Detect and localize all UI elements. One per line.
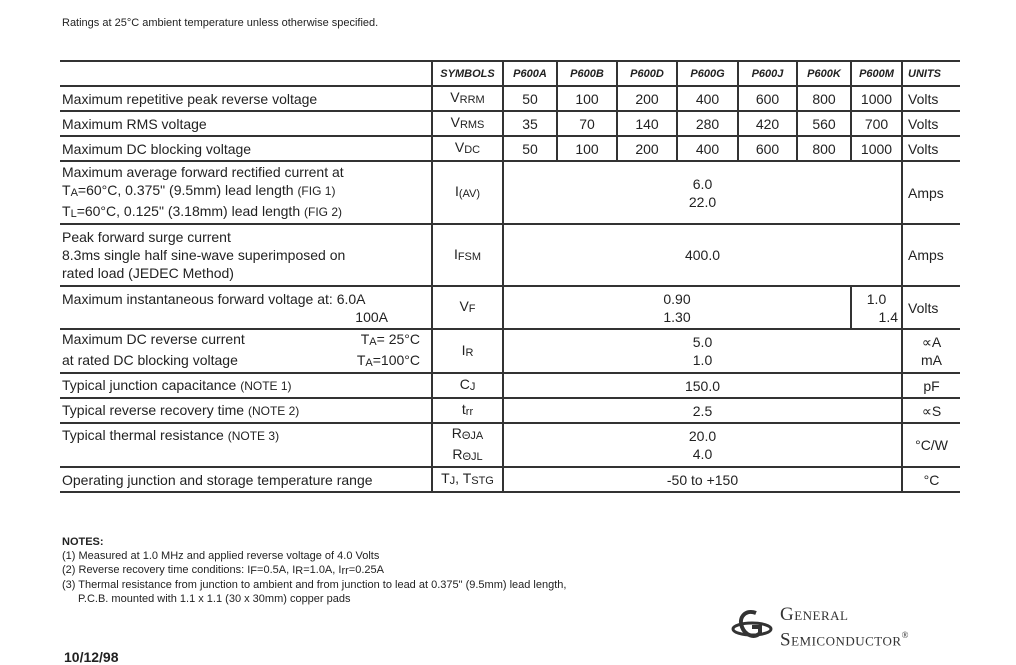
v: 1.4 (878, 308, 898, 325)
value-p600m (851, 286, 902, 329)
note-3: (3) Thermal resistance from junction to ambient and from junction to lead at 0.375" (9.5mm) lead length, (62, 579, 567, 591)
symbol (432, 86, 503, 111)
symbol (432, 398, 503, 423)
symbol (432, 373, 503, 398)
label (60, 423, 432, 467)
sub: ΘJA (461, 430, 484, 442)
t: T (360, 331, 370, 347)
gs-logo-icon (730, 607, 774, 647)
t: T (356, 352, 366, 368)
row-ir (60, 329, 960, 373)
value: 50 (503, 86, 557, 111)
unit: Volts (902, 111, 960, 136)
value: 400 (677, 136, 738, 161)
sym: I (453, 245, 458, 262)
unit: Amps (902, 161, 960, 224)
unit: °C (902, 467, 960, 492)
t: Typical thermal resistance (62, 427, 224, 443)
sym: C (459, 376, 470, 392)
sub: STG (471, 475, 494, 487)
v: 1.0 (866, 290, 887, 307)
sub: ΘJL (462, 451, 483, 463)
value (503, 329, 902, 373)
unit: Volts (902, 136, 960, 161)
sub: A (365, 357, 373, 369)
sym: V (450, 89, 460, 105)
label-line: 8.3ms single half sine-wave superimposed on (62, 247, 346, 263)
label-line (62, 181, 428, 202)
v: 20.0 (688, 428, 717, 444)
value: 1000 (851, 136, 902, 161)
t: Typical junction capacitance (62, 377, 237, 393)
value: 600 (738, 86, 797, 111)
unit: pF (902, 373, 960, 398)
sub: J (449, 475, 456, 487)
symbol (432, 224, 503, 286)
value: 200 (617, 136, 677, 161)
header-part: P600M (851, 61, 902, 86)
label-line: rated load (JEDEC Method) (62, 265, 234, 281)
label (60, 373, 432, 398)
header-symbols: SYMBOLS (432, 61, 503, 86)
header-part: P600G (677, 61, 738, 86)
label: Maximum repetitive peak reverse voltage (60, 86, 432, 111)
row-cj (60, 373, 960, 398)
value: 700 (851, 111, 902, 136)
t: = 25°C (376, 331, 420, 347)
header-part: P600A (503, 61, 557, 86)
t: =60°C, 0.375" (9.5mm) lead length (77, 181, 294, 198)
value: 2.5 (503, 398, 902, 423)
sym: R (451, 425, 462, 441)
header-row (60, 61, 960, 86)
symbol (432, 136, 503, 161)
label (60, 398, 432, 423)
note-2 (62, 563, 566, 578)
ratings-note: Ratings at 25°C ambient temperature unless otherwise specified. (62, 17, 379, 29)
unit: °C/W (902, 423, 960, 467)
u: ∝A (921, 334, 942, 350)
value: 35 (503, 111, 557, 136)
unit: Volts (902, 86, 960, 111)
ratings-table (60, 60, 960, 493)
symbol (432, 161, 503, 224)
label-line: 100A (355, 308, 388, 325)
value: 560 (797, 111, 851, 136)
sub: A (70, 186, 78, 199)
v: 4.0 (692, 446, 713, 462)
label-line: at rated DC blocking voltage (62, 352, 238, 368)
v: 5.0 (692, 334, 713, 350)
sub: rr (341, 565, 349, 577)
value: 70 (557, 111, 617, 136)
value (503, 286, 851, 329)
label-line: Maximum average forward rectified current at (62, 163, 344, 180)
t: Typical reverse recovery time (62, 402, 245, 418)
symbol (432, 111, 503, 136)
unit: ∝S (902, 398, 960, 423)
note-ref: (NOTE 1) (240, 379, 292, 393)
note-ref: (NOTE 3) (227, 429, 280, 443)
header-units: UNITS (902, 61, 960, 86)
sym: T (441, 470, 450, 486)
t: =1.0A, I (303, 564, 342, 576)
label (60, 329, 432, 373)
registered-mark: ® (901, 630, 909, 640)
t: =0.25A (348, 564, 384, 576)
row-temp (60, 467, 960, 492)
sub: J (469, 381, 476, 393)
value: 400.0 (503, 224, 902, 286)
value (503, 423, 902, 467)
unit: Amps (902, 224, 960, 286)
unit: Volts (902, 286, 960, 329)
label-line: Maximum DC reverse current (62, 331, 245, 347)
v: 1.0 (692, 352, 713, 368)
value: -50 to +150 (503, 467, 902, 492)
label: Maximum RMS voltage (60, 111, 432, 136)
cond (361, 330, 420, 351)
t: (2) Reverse recovery time conditions: I (62, 564, 251, 576)
row-vdc (60, 136, 960, 161)
value: 100 (557, 136, 617, 161)
value: 600 (738, 136, 797, 161)
sym: , T (455, 470, 472, 486)
sym: I (454, 183, 459, 199)
cond (357, 351, 420, 372)
label-line: Peak forward surge current (62, 229, 231, 245)
label: Maximum DC blocking voltage (60, 136, 432, 161)
symbol (432, 329, 503, 373)
unit (902, 329, 960, 373)
row-ifsm (60, 224, 960, 286)
sym: R (452, 446, 463, 462)
sym: V (454, 139, 465, 155)
row-vrrm (60, 86, 960, 111)
header-part: P600J (738, 61, 797, 86)
value: 150.0 (503, 373, 902, 398)
sym: t (461, 401, 466, 417)
sub: F (468, 303, 476, 315)
sub: RRM (459, 94, 485, 106)
sym: V (459, 298, 469, 314)
sub: R (295, 565, 304, 577)
v: 22.0 (688, 193, 717, 210)
label-line (62, 202, 428, 223)
symbol (432, 423, 503, 467)
row-vrms (60, 111, 960, 136)
u: mA (921, 352, 942, 368)
value: 100 (557, 86, 617, 111)
v: 6.0 (692, 175, 713, 192)
sub: A (369, 336, 377, 348)
sym: I (461, 341, 466, 358)
value: 400 (677, 86, 738, 111)
notes-title: NOTES: (62, 536, 104, 548)
sub: rr (465, 406, 474, 418)
sub: RMS (459, 119, 485, 131)
row-trr (60, 398, 960, 423)
v: 0.90 (663, 290, 691, 307)
note-3-cont: P.C.B. mounted with 1.1 x 1.1 (30 x 30mm) copper pads (78, 593, 351, 605)
logo-line2: Semiconductor (780, 629, 902, 651)
fig-ref: (FIG 1) (297, 183, 336, 198)
company-logo (730, 604, 909, 650)
t: T (62, 202, 71, 219)
sub: FSM (457, 250, 482, 263)
value: 1000 (851, 86, 902, 111)
symbol (432, 467, 503, 492)
t: T (62, 181, 71, 198)
row-vf (60, 286, 960, 329)
sub: F (250, 565, 258, 577)
value: 800 (797, 136, 851, 161)
fig-ref: (FIG 2) (304, 204, 342, 219)
logo-line1: General (780, 604, 849, 625)
t: =100°C (372, 352, 420, 368)
value: 800 (797, 86, 851, 111)
value: 140 (617, 111, 677, 136)
header-part: P600K (797, 61, 851, 86)
sym: V (450, 114, 460, 130)
note-ref: (NOTE 2) (247, 404, 300, 418)
symbol (432, 286, 503, 329)
value: 420 (738, 111, 797, 136)
notes (62, 535, 566, 606)
date: 10/12/98 (64, 649, 119, 665)
label (60, 286, 432, 329)
label-line: Maximum instantaneous forward voltage at: 6.0A (62, 290, 366, 307)
label (60, 224, 432, 286)
v: 1.30 (663, 308, 691, 325)
value (503, 161, 902, 224)
t: =0.5A, I (257, 564, 296, 576)
sub: (AV) (458, 188, 481, 200)
note-1: (1) Measured at 1.0 MHz and applied reverse voltage of 4.0 Volts (62, 550, 380, 562)
header-part: P600B (557, 61, 617, 86)
value: 50 (503, 136, 557, 161)
row-iav (60, 161, 960, 224)
label: Operating junction and storage temperature range (60, 467, 432, 492)
t: =60°C, 0.125" (3.18mm) lead length (76, 202, 301, 219)
label (60, 161, 432, 224)
sub: R (465, 346, 474, 359)
value: 280 (677, 111, 738, 136)
sub: DC (464, 144, 481, 156)
sub: L (70, 207, 77, 220)
header-part: P600D (617, 61, 677, 86)
value: 200 (617, 86, 677, 111)
row-rth (60, 423, 960, 467)
